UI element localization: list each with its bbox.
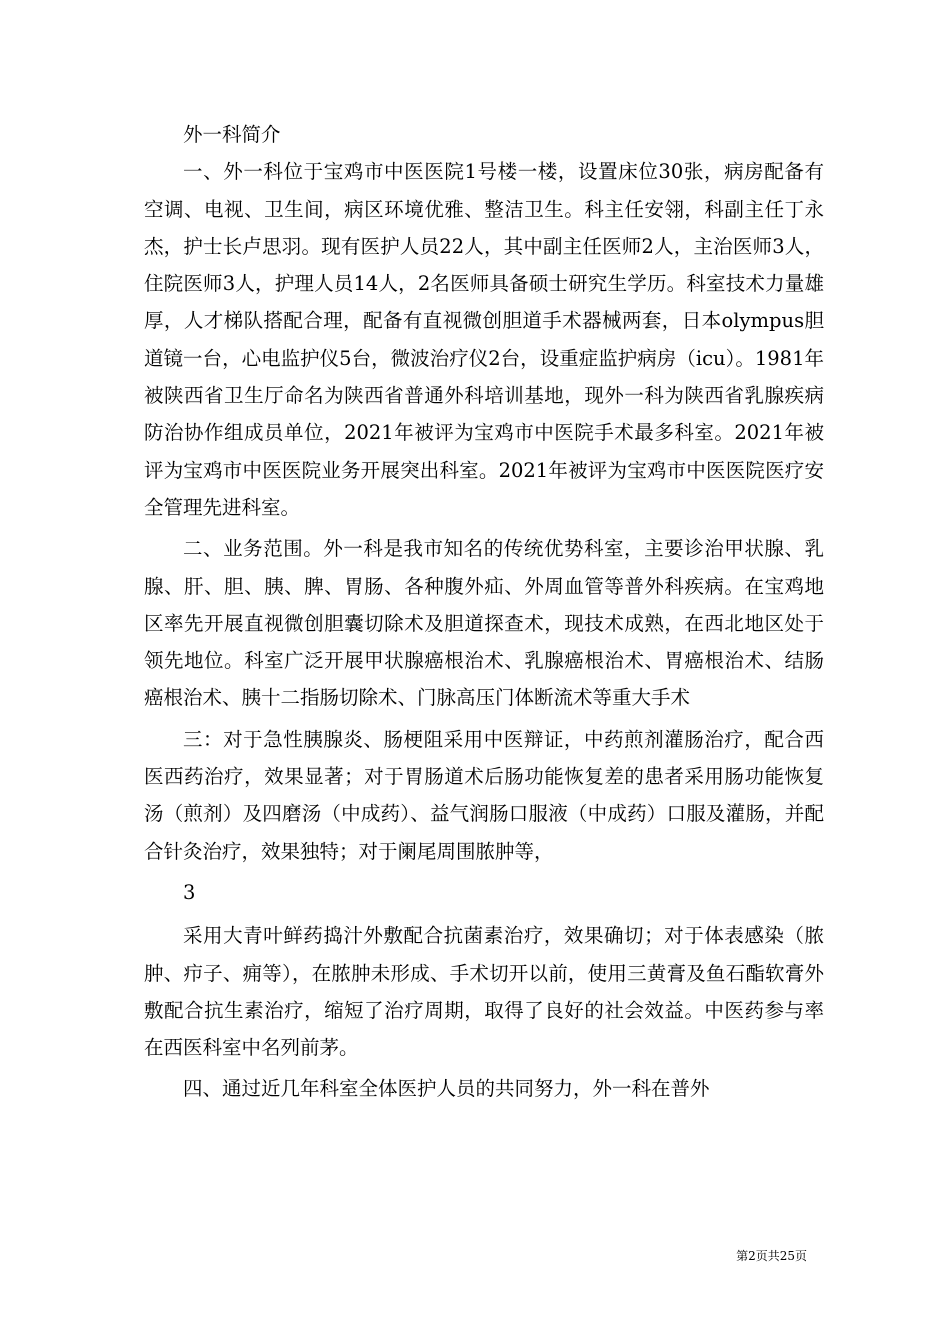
inline-page-number: 3: [183, 880, 196, 904]
paragraph-achievements: 四、通过近几年科室全体医护人员的共同努力，外一科在普外: [183, 1077, 710, 1101]
paragraph-department-overview: 一、外一科位于宝鸡市中医医院1号楼一楼，设置床位30张，病房配备有空调、电视、卫生间，病区环境优雅、整洁卫生。科主任安翎，科副主任丁永杰，护士长卢思羽。现有医护人员22人，其中副主任医师2人，主治医师3人，住院医师3人，护理人员14人，2名医师具备硕士研究生学历。科室技术力量雄厚，人才梯队搭配合理，配备有直视微创胆道手术器械两套，日本olympus胆道镜一台，心电监护仪5台，微波治疗仪2台，设重症监护病房（icu）。1981年被陕西省卫生厅命名为陕西省普通外科培训基地，现外一科为陕西省乳腺疾病防治协作组成员单位，2021年被评为宝鸡市中医院手术最多科室。2021年被评为宝鸡市中医医院业务开展突出科室。2021年被评为宝鸡市中医医院医疗安全管理先进科室。: [144, 160, 824, 519]
page-footer: 第2页共25页: [736, 1249, 807, 1263]
paragraph-tcm-treatment-continued: 采用大青叶鲜药捣汁外敷配合抗菌素治疗，效果确切；对于体表感染（脓肿、疖子、痈等），在脓肿未形成、手术切开以前，使用三黄膏及鱼石酯软膏外敷配合抗生素治疗，缩短了治疗周期，取得了良好的社会效益。中医药参与率在西医科室中名列前茅。: [144, 924, 824, 1060]
document-body: [144, 116, 824, 1112]
paragraph-tcm-treatment: 三：对于急性胰腺炎、肠梗阻采用中医辩证，中药煎剂灌肠治疗，配合西医西药治疗，效果显著；对于胃肠道术后肠功能恢复差的患者采用肠功能恢复汤（煎剂）及四磨汤（中成药）、益气润肠口服液（中成药）口服及灌肠，并配合针灸治疗，效果独特；对于阑尾周围脓肿等，: [144, 727, 824, 863]
document-title: 外一科简介: [183, 123, 281, 146]
paragraph-business-scope: 二、业务范围。外一科是我市知名的传统优势科室，主要诊治甲状腺、乳腺、肝、胆、胰、脾、胃肠、各种腹外疝、外周血管等普外科疾病。在宝鸡地区率先开展直视微创胆囊切除术及胆道探查术，现技术成熟，在西北地区处于领先地位。科室广泛开展甲状腺癌根治术、乳腺癌根治术、胃癌根治术、结肠癌根治术、胰十二指肠切除术、门脉高压门体断流术等重大手术: [144, 537, 824, 710]
